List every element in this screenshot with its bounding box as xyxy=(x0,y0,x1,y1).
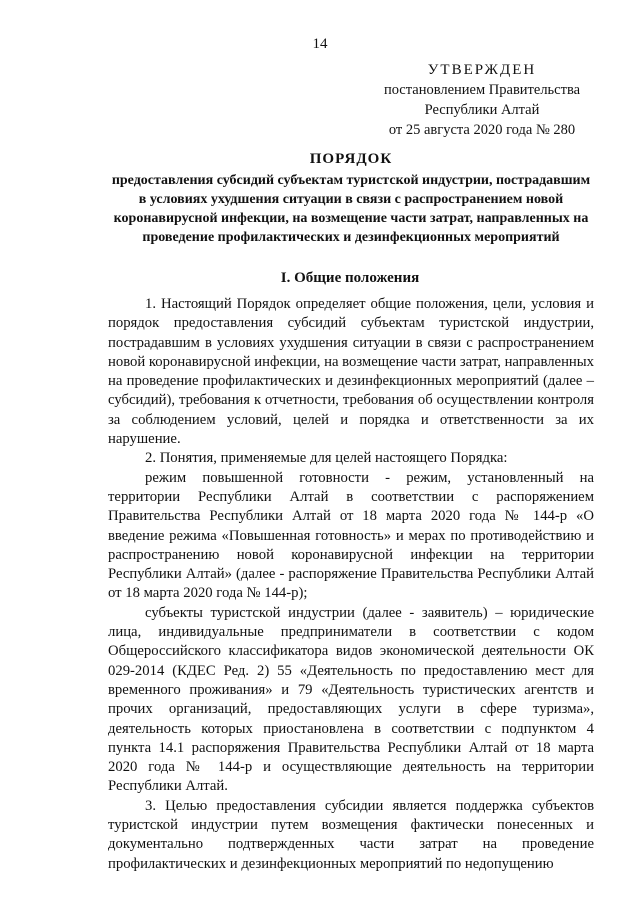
paragraph-5: 3. Целью предоставления субсидии является поддержка субъектов туристской индустрии путем возмещения фактически понесенных и документально подтвержденных части затрат на проведение профилактических и дезинфекционных мероприятий по недопущению xyxy=(108,797,594,872)
document-title xyxy=(108,150,594,247)
approval-line-3: от 25 августа 2020 года № 280 xyxy=(388,122,576,138)
title-main: ПОРЯДОК xyxy=(309,151,393,167)
paragraph-1: 1. Настоящий Порядок определяет общие положения, цели, условия и порядок предоставления субсидий субъектам туристской индустрии, пострадавшим в условиях ухудшения ситуации в связи с распространением новой коронавирусной инфекции, на возмещение части затрат, направленных на проведение профилактических и дезинфекционных мероприятий (далее – субсидий), требования к отчетности, требования об осуществлении контроля за соблюдением условий, целей и порядка и ответственности за их нарушение. xyxy=(108,296,594,448)
approval-block xyxy=(372,60,592,140)
title-subtitle: предоставления субсидий субъектам туристской индустрии, пострадавшим в условиях ухудшения ситуации в связи с распространением новой коронавирусной инфекции, на возмещение части затрат, направленных на проведение профилактических и дезинфекционных мероприятий xyxy=(111,173,591,245)
paragraph-2: 2. Понятия, применяемые для целей настоящего Порядка: xyxy=(145,450,508,467)
page-number: 14 xyxy=(312,36,328,52)
approval-line-1: постановлением Правительства xyxy=(383,82,581,98)
section-title: I. Общие положения xyxy=(280,270,420,286)
approval-line-2: Республики Алтай xyxy=(424,102,540,118)
paragraph-4: субъекты туристской индустрии (далее - заявитель) – юридические лица, индивидуальные предприниматели в соответствии с кодом Общероссийского классификатора видов экономической деятельности ОК 029-2014 (КДЕС Ред. 2) 55 «Деятельность по предоставлению мест для временного проживания» и 79 «Деятельность туристических агентств и прочих организаций, предоставляющих услуги в сфере туризма», деятельность которых приостановлена в соответствии с подпунктом 4 пункта 14.1 распоряжения Правительства Республики Алтай от 18 марта 2020 года № 144-р и осуществляющие деятельность на территории Республики Алтай. xyxy=(108,604,594,795)
paragraph-3: режим повышенной готовности - режим, установленный на территории Республики Алтай в соответствии с распоряжением Правительства Республики Алтай от 18 марта 2020 года № 144-р «О введение режима «Повышенная готовность» и мерах по противодействию и распространению новой коронавирусной инфекции на территории Республики Алтай» (далее - распоряжение Правительства Республики Алтай от 18 марта 2020 года № 144-р); xyxy=(108,469,594,602)
approval-heading: УТВЕРЖДЕН xyxy=(427,62,537,78)
document-body xyxy=(108,295,594,874)
